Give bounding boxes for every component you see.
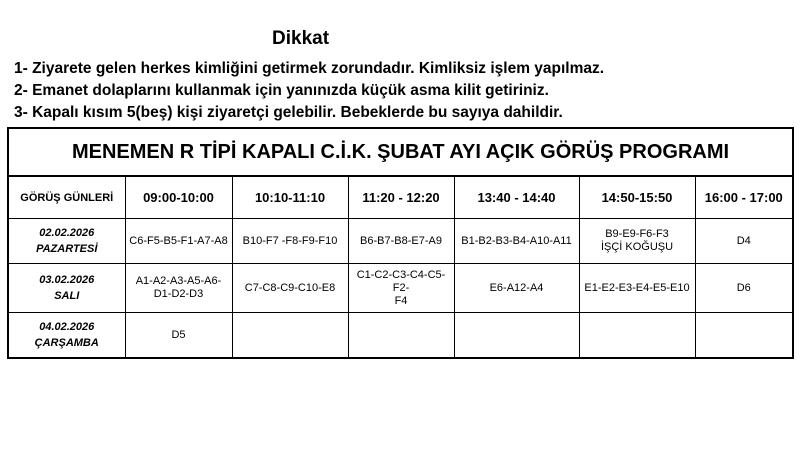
slot-cell: D5	[125, 313, 232, 359]
column-header: GÖRÜŞ GÜNLERİ	[8, 176, 125, 219]
slot-cell: B6-B7-B8-E7-A9	[348, 219, 454, 264]
slot-cell: B1-B2-B3-B4-A10-A11	[454, 219, 579, 264]
column-header: 11:20 - 12:20	[348, 176, 454, 219]
rule-1: 1- Ziyarete gelen herkes kimliğini getirmek zorundadır. Kimliksiz işlem yapılmaz.	[14, 60, 605, 77]
day-name: ÇARŞAMBA	[34, 337, 99, 349]
table-title: MENEMEN R TİPİ KAPALI C.İ.K. ŞUBAT AYI AÇIK GÖRÜŞ PROGRAMI	[8, 128, 793, 176]
day-name: SALI	[54, 290, 80, 302]
day-date: 02.02.2026	[39, 227, 95, 239]
day-name: PAZARTESİ	[36, 243, 98, 255]
slot-cell: C1-C2-C3-C4-C5-F2- F4	[348, 264, 454, 313]
slot-cell: B9-E9-F6-F3 İŞÇİ KOĞUŞU	[579, 219, 695, 264]
slot-cell	[579, 313, 695, 359]
slot-cell: D6	[695, 264, 793, 313]
schedule-table	[7, 127, 794, 359]
slot-cell	[695, 313, 793, 359]
column-header: 10:10-11:10	[232, 176, 348, 219]
slot-cell: C7-C8-C9-C10-E8	[232, 264, 348, 313]
column-header: 16:00 - 17:00	[695, 176, 793, 219]
slot-cell: E6-A12-A4	[454, 264, 579, 313]
slot-cell	[454, 313, 579, 359]
slot-cell: C6-F5-B5-F1-A7-A8	[125, 219, 232, 264]
slot-cell	[232, 313, 348, 359]
day-date: 04.02.2026	[39, 321, 95, 333]
column-header: 13:40 - 14:40	[454, 176, 579, 219]
slot-cell: E1-E2-E3-E4-E5-E10	[579, 264, 695, 313]
day-date: 03.02.2026	[39, 274, 95, 286]
table-row	[8, 313, 793, 359]
column-header: 14:50-15:50	[579, 176, 695, 219]
notice-title: Dikkat	[272, 28, 330, 49]
slot-cell: A1-A2-A3-A5-A6- D1-D2-D3	[125, 264, 232, 313]
column-header: 09:00-10:00	[125, 176, 232, 219]
slot-cell	[348, 313, 454, 359]
rule-2: 2- Emanet dolaplarını kullanmak için yanınızda küçük asma kilit getiriniz.	[14, 82, 549, 99]
table-row	[8, 219, 793, 264]
rule-3: 3- Kapalı kısım 5(beş) kişi ziyaretçi gelebilir. Bebeklerde bu sayıya dahildir.	[14, 104, 563, 121]
day-cell	[8, 313, 125, 359]
notice-rules	[14, 58, 604, 124]
column-header-row	[8, 176, 793, 219]
slot-cell: D4	[695, 219, 793, 264]
slot-cell: B10-F7 -F8-F9-F10	[232, 219, 348, 264]
day-cell	[8, 219, 125, 264]
day-cell	[8, 264, 125, 313]
table-row	[8, 264, 793, 313]
